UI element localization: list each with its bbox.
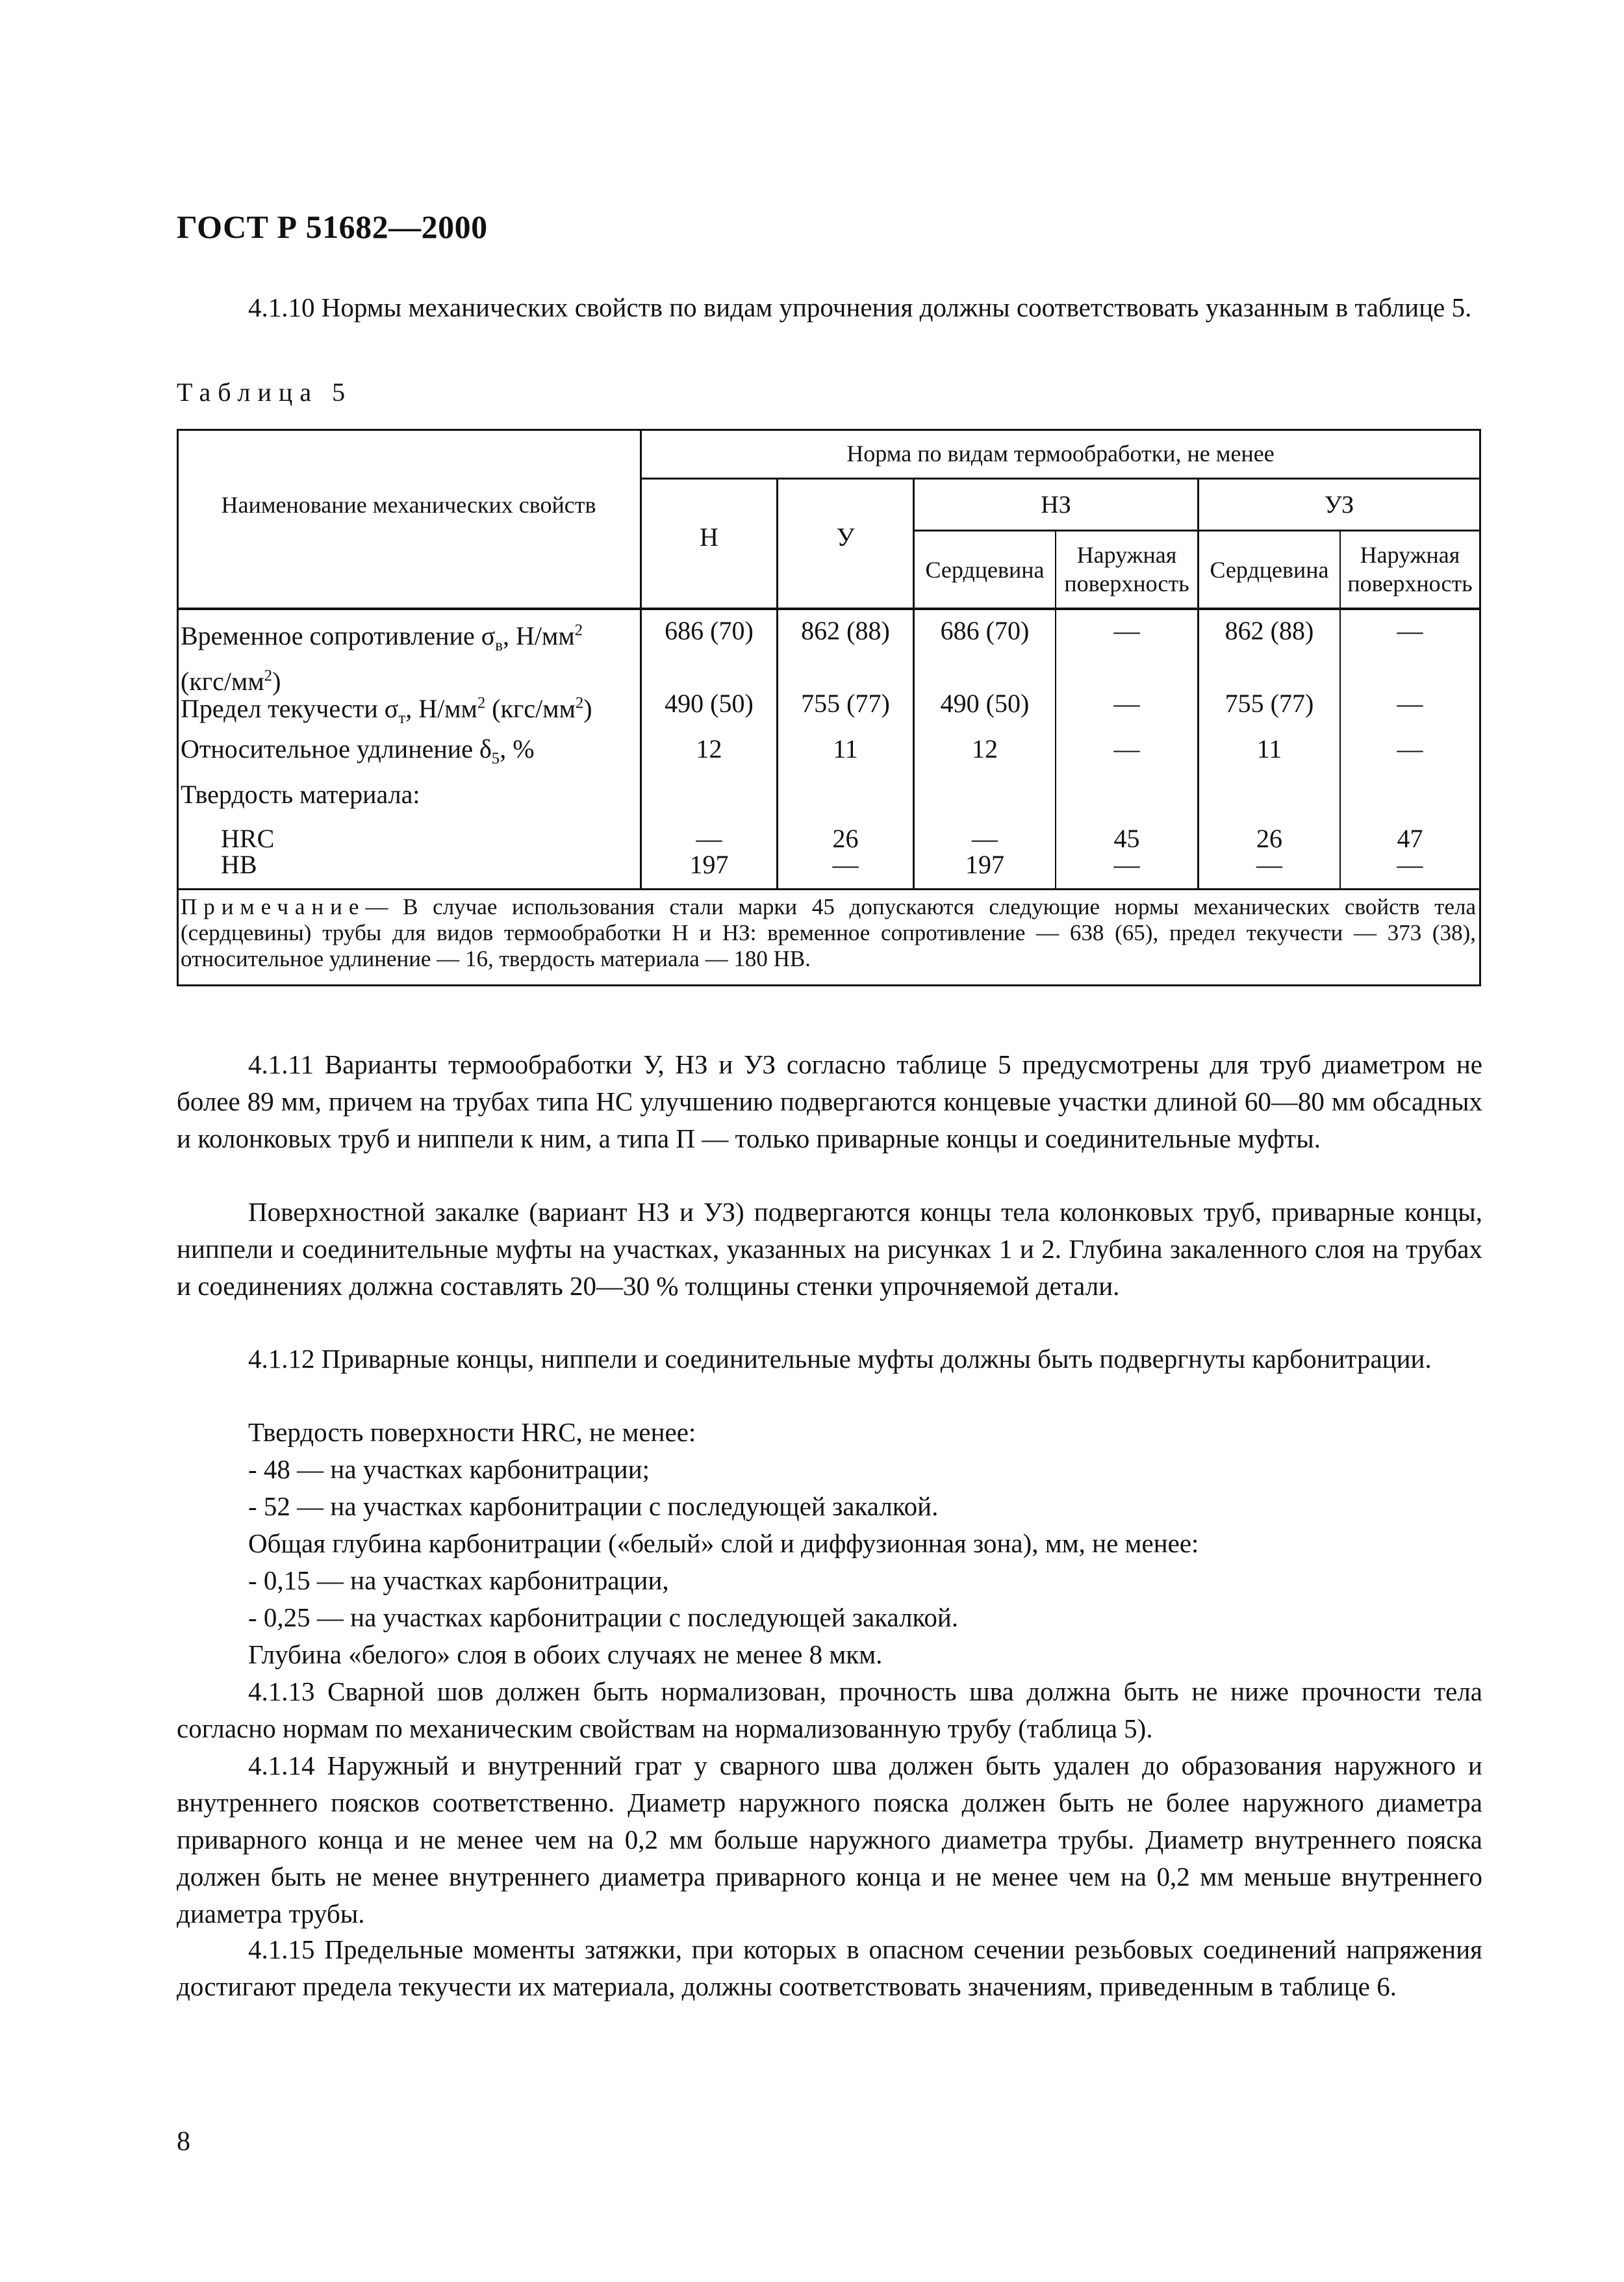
cell-tensile-nz-surface: —	[1113, 616, 1140, 645]
cell-elong-uz-surface: —	[1397, 734, 1423, 763]
cell-yield-uz-surface: —	[1397, 689, 1423, 718]
cell-yield-nz-core: 490 (50)	[940, 689, 1030, 718]
row-label-hardness: Твердость материала:	[181, 780, 420, 809]
paragraph-4-1-15: 4.1.15 Предельные моменты затяжки, при которых в опасном сечении резьбовых соединений напряжения достигают предела текучести их материала, должны соответствовать значениям, приведенным в таблице 6.	[177, 1934, 1482, 2001]
cell-hrc-n: —	[696, 824, 722, 853]
header-uz-core: Сердцевина	[1210, 557, 1329, 583]
list-item-52: - 52 — на участках карбонитрации с последующей закалкой.	[248, 1491, 939, 1521]
paragraph-surface-hardening: Поверхностной закалке (вариант НЗ и УЗ) подвергаются концы тела колонковых труб, приварные концы, ниппели и соединительные муфты на участках, указанных на рисунках 1 и 2. Глубина закаленного слоя на трубах и соединениях должна составлять 20—30 % толщины стенки упрочняемой детали.	[177, 1197, 1482, 1301]
cell-tensile-uz-core: 862 (88)	[1224, 616, 1314, 645]
cell-tensile-n: 686 (70)	[665, 616, 754, 645]
cell-yield-uz-core: 755 (77)	[1224, 689, 1314, 718]
paragraph-4-1-13: 4.1.13 Сварной шов должен быть нормализован, прочность шва должна быть не ниже прочности тела согласно нормам по механическим свойствам на нормализованную трубу (таблица 5).	[177, 1676, 1482, 1743]
cell-tensile-u: 862 (88)	[801, 616, 890, 645]
cell-elong-n: 12	[696, 734, 722, 763]
cell-hrc-uz-surface: 47	[1397, 824, 1423, 853]
cell-hb-nz-surface: —	[1113, 850, 1140, 879]
cell-hrc-uz-core: 26	[1256, 824, 1282, 853]
cell-hrc-u: 26	[832, 824, 859, 853]
header-u: У	[836, 522, 855, 552]
header-uz-surface: Наружная поверхность	[1347, 542, 1473, 596]
table-note-label: Примечание	[181, 894, 366, 919]
list-item-0-15: - 0,15 — на участках карбонитрации,	[248, 1565, 669, 1595]
header-norm: Норма по видам термообработки, не менее	[846, 441, 1275, 467]
cell-hrc-nz-surface: 45	[1113, 824, 1140, 853]
row-label-hrc: HRC	[221, 824, 275, 853]
header-nz-core: Сердцевина	[925, 557, 1045, 583]
row-label-hb: HB	[221, 850, 257, 879]
paragraph-white-layer: Глубина «белого» слоя в обоих случаях не менее 8 мкм.	[248, 1639, 883, 1669]
header-property: Наименование механических свойств	[221, 492, 596, 518]
paragraph-4-1-12: 4.1.12 Приварные концы, ниппели и соединительные муфты должны быть подвергнуты карбонитрации.	[248, 1344, 1432, 1374]
cell-yield-n: 490 (50)	[665, 689, 754, 718]
paragraph-4-1-11: 4.1.11 Варианты термообработки У, НЗ и УЗ согласно таблице 5 предусмотрены для труб диаметром не более 89 мм, причем на трубах типа НС улучшению подвергаются концевые участки длиной 60—80 мм обсадных и колонковых труб и ниппели к ним, а типа П — только приварные концы и соединительные муфты.	[177, 1049, 1482, 1153]
cell-elong-nz-core: 12	[972, 734, 998, 763]
table-caption: Таблица 5	[177, 378, 353, 407]
table-note	[181, 894, 1476, 972]
cell-hb-nz-core: 197	[965, 850, 1004, 879]
cell-elong-nz-surface: —	[1113, 734, 1140, 763]
row-label-tensile: Временное сопротивление $\sigma_в$, $Н/мм^2$ $(кгс/мм^2)$	[181, 621, 583, 696]
row-label-elongation: Относительное удлинение $\delta_5$, %	[181, 734, 535, 767]
paragraph-carbonitriding-depth: Общая глубина карбонитрации («белый» слой и диффузионная зона), мм, не менее:	[248, 1528, 1199, 1558]
paragraph-4-1-14: 4.1.14 Наружный и внутренний грат у сварного шва должен быть удален до образования наружного и внутреннего поясков соответственно. Диаметр наружного пояска должен быть не более наружного диаметра приварного конца и не менее чем на 0,2 мм больше наружного диаметра трубы. Диаметр внутреннего пояска должен быть не менее внутреннего диаметра приварного конца и не менее чем на 0,2 мм меньше внутреннего диаметра трубы.	[177, 1750, 1482, 1929]
header-nz-surface: Наружная поверхность	[1064, 542, 1189, 596]
page-number: 8	[177, 2127, 190, 2157]
cell-tensile-uz-surface: —	[1397, 616, 1423, 645]
cell-elong-u: 11	[833, 734, 858, 763]
row-label-yield: Предел текучести $\sigma_т$, $Н/мм^2$ $(кгс/мм^2)$	[181, 694, 592, 728]
cell-tensile-nz-core: 686 (70)	[940, 616, 1030, 645]
cell-hb-uz-core: —	[1256, 850, 1282, 879]
document-code: ГОСТ Р 51682—2000	[177, 209, 488, 245]
cell-yield-u: 755 (77)	[801, 689, 890, 718]
list-item-48: - 48 — на участках карбонитрации;	[248, 1454, 650, 1484]
paragraph-4-1-10: 4.1.10 Нормы механических свойств по видам упрочнения должны соответствовать указанным в таблице 5.	[248, 292, 1472, 322]
cell-hb-n: 197	[689, 850, 729, 879]
cell-hb-uz-surface: —	[1397, 850, 1423, 879]
paragraph-hardness-hrc: Твердость поверхности HRC, не менее:	[248, 1417, 696, 1447]
table-note-text: — В случае использования стали марки 45 допускаются следующие нормы механических свойств тела (сердцевины) трубы для видов термообработки Н и НЗ: временное сопротивление — 638 (65), предел текучести — 373 (38), относительное удлинение — 16, твердость материала — 180 НВ.	[181, 894, 1476, 971]
cell-hrc-nz-core: —	[972, 824, 998, 853]
cell-elong-uz-core: 11	[1256, 734, 1282, 763]
header-n: Н	[700, 522, 718, 552]
header-uz: УЗ	[1324, 491, 1354, 519]
cell-yield-nz-surface: —	[1113, 689, 1140, 718]
header-nz: НЗ	[1041, 491, 1071, 519]
list-item-0-25: - 0,25 — на участках карбонитрации с последующей закалкой.	[248, 1602, 959, 1632]
cell-hb-u: —	[832, 850, 859, 879]
